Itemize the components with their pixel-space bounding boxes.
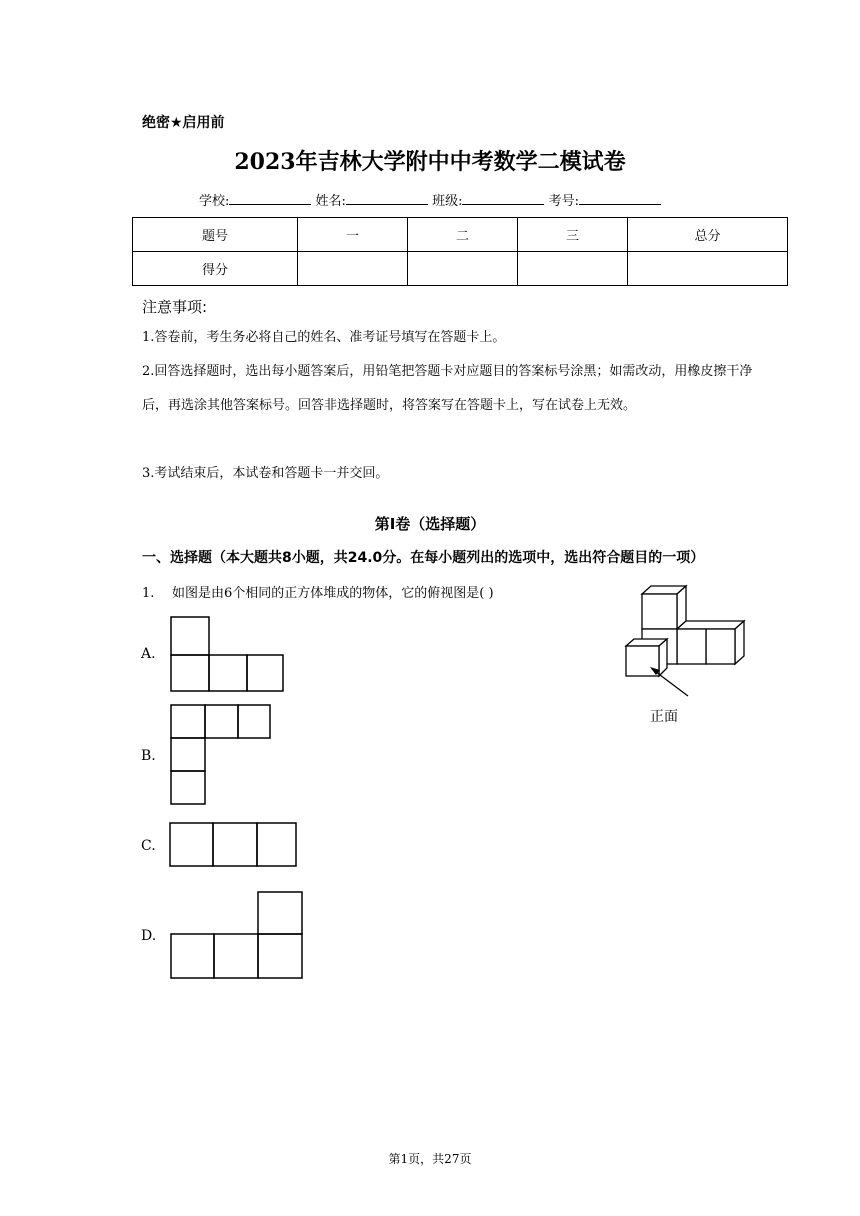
option-c-figure[interactable]	[169, 822, 299, 868]
table-cell: 二	[408, 218, 518, 252]
name-blank[interactable]	[346, 192, 428, 205]
exam-title: 2023年吉林大学附中中考数学二模试卷	[234, 149, 626, 175]
score-cell[interactable]	[408, 252, 518, 286]
class-blank[interactable]	[462, 192, 544, 205]
score-table-header-row	[133, 218, 788, 252]
score-cell[interactable]	[518, 252, 628, 286]
secret-label: 绝密★启用前	[142, 115, 225, 131]
student-info-fields	[0, 190, 860, 209]
option-c-label[interactable]: C.	[141, 838, 156, 854]
table-cell: 一	[298, 218, 408, 252]
score-table	[132, 217, 788, 286]
cube-stack-figure	[620, 584, 750, 729]
name-label: 姓名:	[315, 194, 346, 209]
note-item: 1.答卷前，考生务必将自己的姓名、准考证号填写在答题卡上。	[142, 330, 506, 345]
school-label: 学校:	[199, 194, 230, 209]
page-footer: 第1页，共27页	[388, 1152, 472, 1166]
notes-heading: 注意事项:	[142, 298, 208, 316]
table-cell: 题号	[133, 218, 298, 252]
note-item: 2.回答选择题时，选出每小题答案后，用铅笔把答题卡对应题目的答案标号涂黑；如需改动，用橡皮擦干净后，再选涂其他答案标号。回答非选择题时，将答案写在答题卡上，写在试卷上无效。	[142, 364, 753, 413]
option-b-figure[interactable]	[170, 704, 273, 806]
score-cell[interactable]	[628, 252, 788, 286]
exam-number-label: 考号:	[548, 194, 579, 209]
front-label: 正面	[650, 709, 678, 725]
score-cell[interactable]	[298, 252, 408, 286]
question-number: 1.	[142, 586, 155, 601]
table-cell: 得分	[133, 252, 298, 286]
option-a-figure[interactable]	[170, 616, 285, 694]
question-text: 如图是由6个相同的正方体堆成的物体，它的俯视图是( )	[172, 586, 494, 601]
part-title: 第I卷（选择题）	[374, 515, 486, 533]
option-a-label[interactable]: A.	[141, 646, 156, 662]
option-d-label[interactable]: D.	[141, 928, 157, 944]
option-b-label[interactable]: B.	[141, 748, 156, 764]
school-blank[interactable]	[229, 192, 311, 205]
note-item: 3.考试结束后，本试卷和答题卡一并交回。	[142, 466, 389, 481]
question-1	[142, 582, 494, 601]
option-d-figure[interactable]	[170, 891, 305, 981]
table-cell: 三	[518, 218, 628, 252]
table-cell: 总分	[628, 218, 788, 252]
exam-number-blank[interactable]	[579, 192, 661, 205]
class-label: 班级:	[432, 194, 463, 209]
section-title: 一、选择题（本大题共8小题，共24.0分。在每小题列出的选项中，选出符合题目的一项）	[142, 550, 705, 566]
score-table-score-row	[133, 252, 788, 286]
